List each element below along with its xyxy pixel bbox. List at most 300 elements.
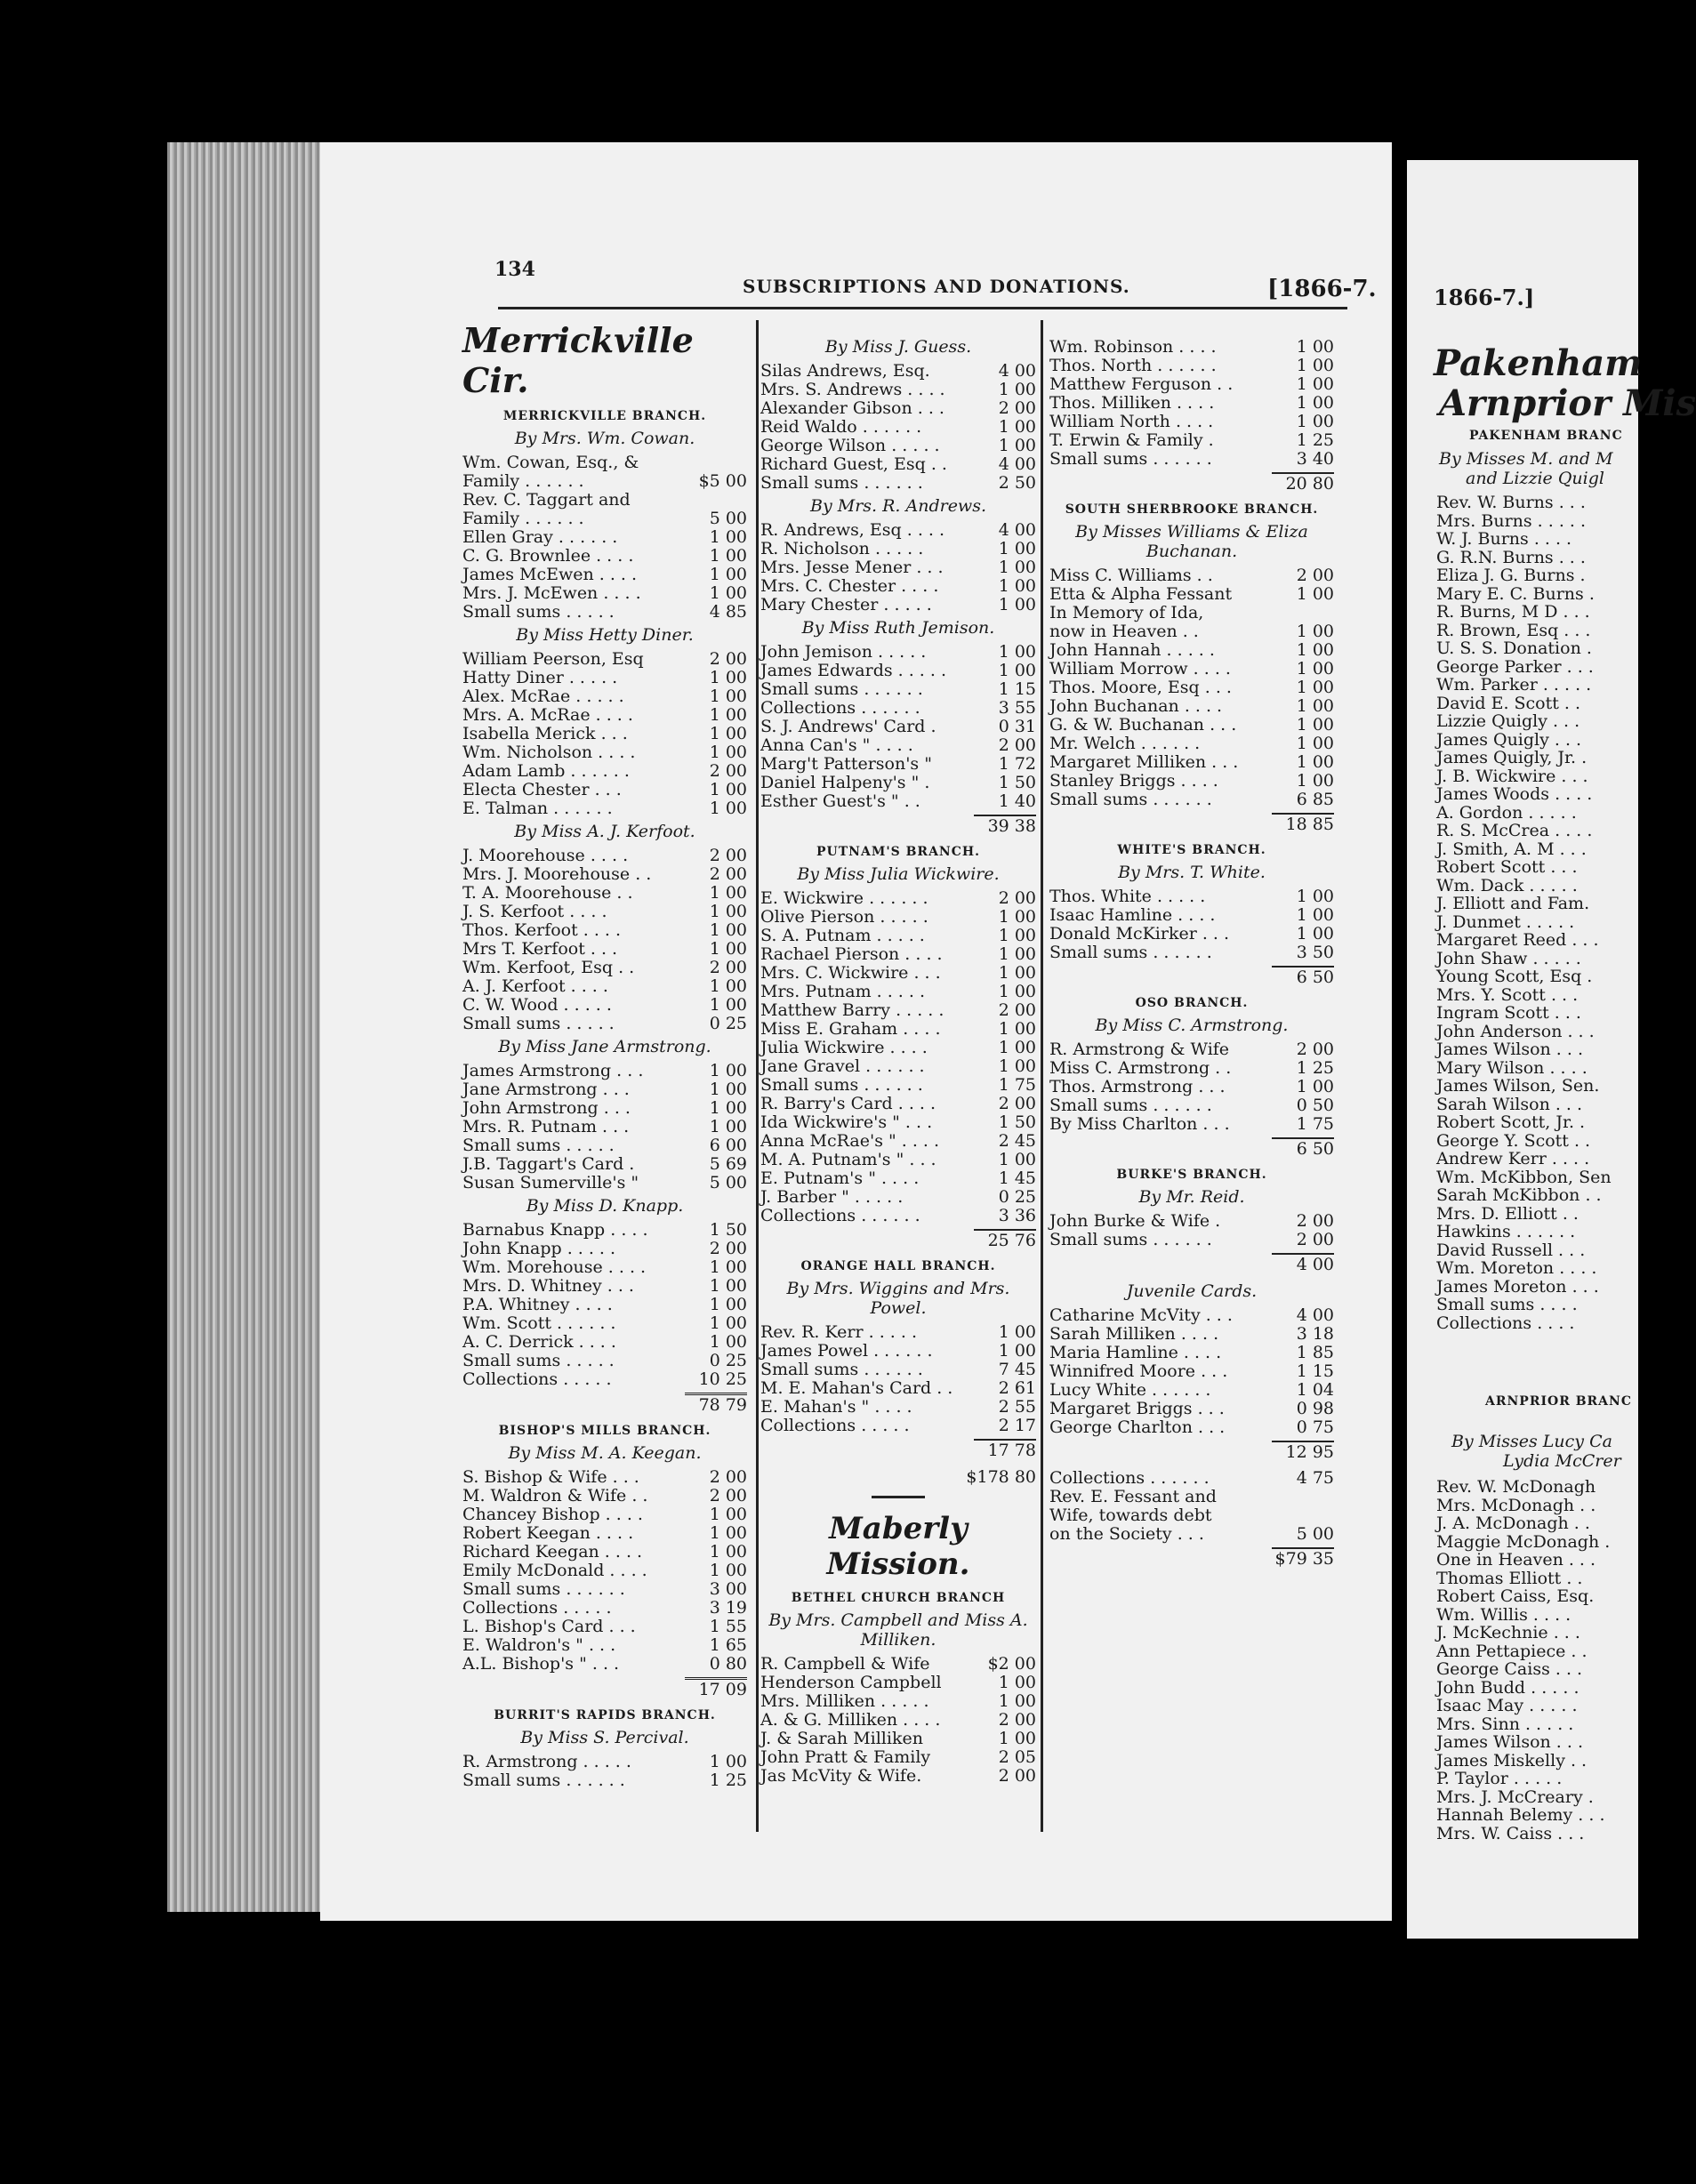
donor-name: E. Putnam's " . . . .: [760, 1168, 920, 1188]
donor-name: L. Bishop's Card . . .: [462, 1617, 636, 1636]
donation-row: [462, 669, 747, 687]
donation-amount: 0 31: [998, 717, 1036, 736]
page-number: 134: [494, 258, 535, 281]
donor-name: A.L. Bishop's " . . .: [462, 1654, 620, 1674]
donation-amount: 1 00: [998, 1038, 1036, 1057]
donation-amount: 3 50: [1296, 943, 1334, 962]
donation-row: [462, 903, 747, 921]
collector-line: By Mrs. Wiggins and Mrs. Powel.: [786, 1279, 1010, 1318]
donor-name: Adam Lamb . . . . . .: [462, 761, 630, 781]
donation-row: [1049, 735, 1334, 753]
donor-name: Family . . . . . .: [462, 471, 584, 491]
collector-line: By Miss D. Knapp.: [526, 1196, 684, 1216]
donation-row: [1049, 641, 1334, 660]
donor-name: Hannah Belemy . . .: [1436, 1805, 1605, 1825]
collector-line: By Mrs. Wm. Cowan.: [514, 429, 695, 448]
donation-amount: 4 75: [1296, 1468, 1334, 1488]
donor-name: J. B. Wickwire . . .: [1436, 766, 1588, 786]
donation-amount: 1 55: [709, 1617, 747, 1636]
donor-name: Wm. McKibbon, Sen: [1436, 1167, 1612, 1187]
donor-name: David E. Scott . .: [1436, 693, 1581, 713]
donor-name: Robert Scott, Jr. .: [1436, 1112, 1586, 1132]
donor-name: Mary Chester . . . . .: [760, 595, 932, 614]
donation-row: [1049, 791, 1334, 809]
donation-row: [1049, 1040, 1334, 1059]
donation-amount: 1 00: [998, 1673, 1036, 1692]
donation-row: [760, 577, 1036, 596]
donor-name: John Shaw . . . . .: [1436, 948, 1581, 968]
donor-name: now in Heaven . .: [1049, 622, 1199, 641]
donation-row: [760, 699, 1036, 718]
donor-name: Family . . . . . .: [462, 509, 584, 528]
donation-row: [760, 718, 1036, 736]
donation-row: [462, 528, 747, 547]
subtotal: 17 78: [987, 1441, 1036, 1460]
donation-amount: 1 00: [709, 939, 747, 959]
donation-amount: 1 00: [998, 1322, 1036, 1342]
donor-name: Mrs. Milliken . . . . .: [760, 1691, 929, 1711]
circuit-title: Merrickville Cir.: [462, 320, 694, 400]
book-edge: [167, 142, 320, 1912]
donation-row: [1049, 906, 1334, 925]
donation-row: [760, 964, 1036, 983]
subtotal: 12 95: [1285, 1442, 1334, 1462]
donation-row: [760, 792, 1036, 811]
donation-row: [462, 510, 747, 528]
column-1: [462, 320, 747, 1790]
donation-row: [760, 1076, 1036, 1095]
donor-name: Electa Chester . . .: [462, 780, 622, 799]
donation-row: [760, 362, 1036, 381]
donor-name: Rev. E. Fessant and: [1049, 1487, 1217, 1506]
donation-amount: 1 00: [1296, 734, 1334, 753]
donor-name: George Wilson . . . . .: [760, 436, 940, 455]
donation-amount: 2 00: [709, 846, 747, 865]
donation-amount: 4 85: [709, 602, 747, 622]
donor-name: A. & G. Milliken . . . .: [760, 1710, 941, 1730]
donation-row: [760, 983, 1036, 1001]
page2-title-1: Pakenham: [1434, 342, 1643, 384]
donor-name: Robert Scott . . .: [1436, 857, 1578, 877]
donation-amount: 1 15: [998, 679, 1036, 699]
donation-amount: 1 00: [709, 1061, 747, 1080]
collector-line: By Mrs. T. White.: [1118, 863, 1266, 882]
donation-row: [1049, 1231, 1334, 1249]
donation-amount: 1 50: [998, 773, 1036, 792]
subtotal-block: [1049, 1253, 1334, 1274]
donation-row: [1049, 697, 1334, 716]
donation-amount: 1 00: [709, 1295, 747, 1314]
donation-amount: 1 00: [998, 380, 1036, 399]
donation-row: [1049, 1400, 1334, 1418]
donation-row: [760, 1674, 1036, 1692]
donor-name: Alexander Gibson . . .: [760, 398, 944, 418]
donation-row: [462, 1099, 747, 1118]
donor-name: S. A. Putnam . . . . .: [760, 926, 925, 945]
donation-row: [1049, 943, 1334, 962]
donation-amount: 1 25: [709, 1770, 747, 1790]
donor-name: Small sums . . . . . .: [760, 1075, 923, 1095]
subtotal: 17 09: [698, 1680, 747, 1699]
donation-row: [462, 847, 747, 865]
donation-amount: 0 25: [998, 1187, 1036, 1207]
donation-amount: 5 00: [1296, 1524, 1334, 1544]
donation-amount: 1 00: [709, 883, 747, 903]
donor-name: James Miskelly . .: [1436, 1750, 1587, 1770]
donation-row: [1049, 566, 1334, 585]
donor-name: Mrs. Burns . . . . .: [1436, 510, 1587, 531]
donor-name: Small sums . . . . . .: [1049, 449, 1212, 469]
donation-amount: $5 00: [698, 471, 747, 491]
subtotal: 6 50: [1296, 1139, 1334, 1159]
donation-row: [760, 1020, 1036, 1039]
donor-name: T. Erwin & Family .: [1049, 430, 1214, 450]
donation-amount: 1 00: [1296, 771, 1334, 791]
donation-row: [462, 940, 747, 959]
donation-amount: 1 00: [709, 1542, 747, 1562]
donation-row: [1049, 1115, 1334, 1134]
donation-amount: 1 00: [709, 1332, 747, 1352]
donation-row: [1049, 1059, 1334, 1078]
donor-name: William North . . . .: [1049, 412, 1214, 431]
collector-line: By Miss M. A. Keegan.: [508, 1443, 702, 1463]
donor-name: J. Moorehouse . . . .: [462, 846, 629, 865]
donor-name: Thos. Armstrong . . .: [1049, 1077, 1226, 1096]
donation-row: [462, 1221, 747, 1240]
subtotal-block: [1049, 1441, 1334, 1462]
donor-name: Mrs. Jesse Mener . . .: [760, 558, 944, 577]
donor-name: Eliza J. G. Burns .: [1436, 566, 1586, 585]
branch-heading: BETHEL CHURCH BRANCH: [791, 1591, 1006, 1605]
donation-row: [1049, 1344, 1334, 1362]
donor-name: James Wilson, Sen.: [1436, 1076, 1600, 1096]
donation-amount: 1 00: [709, 546, 747, 566]
donation-amount: 3 40: [1296, 449, 1334, 469]
donor-name: Collections . . . . . .: [760, 1206, 920, 1225]
donation-row: [760, 1767, 1036, 1786]
donation-amount: 2 00: [1296, 1211, 1334, 1231]
donor-name: Barnabus Knapp . . . .: [462, 1220, 648, 1240]
donation-amount: 1 00: [998, 1341, 1036, 1361]
donor-name: Small sums . . . . . .: [462, 1579, 625, 1599]
donor-name: Mrs. Y. Scott . . .: [1436, 984, 1579, 1005]
donation-amount: 1 40: [998, 791, 1036, 811]
donation-row: [462, 687, 747, 706]
donor-name: Wm. Kerfoot, Esq . .: [462, 958, 635, 977]
donation-amount: 3 19: [709, 1598, 747, 1618]
subtotal: 20 80: [1285, 474, 1334, 494]
donation-row: [1049, 678, 1334, 697]
collector-line: By Misses Williams & Eliza Buchanan.: [1075, 522, 1308, 561]
donation-row: [1049, 1306, 1334, 1325]
donation-amount: 3 36: [998, 1206, 1036, 1225]
donation-row: [1049, 604, 1334, 622]
donation-row: [462, 1524, 747, 1543]
subtotal-block: [760, 815, 1036, 836]
donor-name: Henderson Campbell: [760, 1673, 942, 1692]
column-3: [1049, 338, 1334, 1576]
donation-amount: 10 25: [698, 1369, 747, 1389]
donation-amount: 5 00: [709, 1173, 747, 1192]
donation-row: [760, 736, 1036, 755]
donation-row: [1049, 925, 1334, 943]
donation-row: [462, 454, 747, 472]
donation-row: [462, 1240, 747, 1258]
donation-amount: 1 50: [709, 1220, 747, 1240]
donor-name: James Wilson . . .: [1436, 1732, 1584, 1752]
subtotal-block: [462, 1677, 747, 1699]
donation-amount: 1 00: [1296, 622, 1334, 641]
donation-amount: 1 00: [709, 1561, 747, 1580]
donor-name: Thos. North . . . . . .: [1049, 356, 1217, 375]
donor-name: Maggie McDonagh .: [1436, 1531, 1611, 1552]
donation-row: [760, 1342, 1036, 1361]
donor-name: P. Taylor . . . . .: [1436, 1769, 1563, 1788]
donation-row: [1049, 1212, 1334, 1231]
donor-name: James Woods . . . .: [1436, 784, 1593, 804]
donation-row: [462, 1580, 747, 1599]
donation-row: [462, 1636, 747, 1655]
donor-name: Miss C. Williams . .: [1049, 566, 1213, 585]
donation-amount: 1 00: [709, 1313, 747, 1333]
donation-row: [1049, 1488, 1334, 1506]
donation-amount: 1 25: [1296, 1058, 1334, 1078]
donation-row: [462, 1618, 747, 1636]
donation-amount: 4 00: [998, 454, 1036, 474]
donation-amount: 1 00: [709, 902, 747, 921]
donation-amount: 1 00: [1296, 696, 1334, 716]
donor-name: Small sums . . . . . .: [1049, 1230, 1212, 1249]
donation-row: [1049, 357, 1334, 375]
donor-name: S. J. Andrews' Card .: [760, 717, 936, 736]
donation-row: [760, 1151, 1036, 1169]
donation-amount: 1 00: [709, 527, 747, 547]
donor-name: James McEwen . . . .: [462, 565, 638, 584]
subtotal-block: [1049, 1137, 1334, 1159]
donor-name: Mrs. C. Chester . . . .: [760, 576, 939, 596]
donor-name: Matthew Barry . . . . .: [760, 1000, 944, 1020]
donor-name: Small sums . . . . .: [462, 1351, 615, 1370]
donation-row: [760, 680, 1036, 699]
donation-row: [462, 1352, 747, 1370]
donation-row: [760, 1057, 1036, 1076]
donation-row: [462, 921, 747, 940]
donation-amount: 1 00: [1296, 374, 1334, 394]
donation-amount: 2 00: [1296, 566, 1334, 585]
donor-name: Ingram Scott . . .: [1436, 1003, 1581, 1023]
donation-row: [760, 1361, 1036, 1379]
donation-row: [462, 584, 747, 603]
donation-row: [462, 1015, 747, 1033]
donor-name: A. Gordon . . . . .: [1436, 802, 1577, 823]
donation-row: [760, 1692, 1036, 1711]
donation-row: [760, 1379, 1036, 1398]
donation-row: [462, 1296, 747, 1314]
donation-amount: 1 00: [1296, 924, 1334, 943]
donation-row: [760, 540, 1036, 558]
donor-name: R. Campbell & Wife: [760, 1654, 930, 1674]
donation-row: [760, 889, 1036, 908]
donation-row: [760, 381, 1036, 399]
donation-amount: 0 25: [709, 1351, 747, 1370]
donation-amount: [1272, 604, 1334, 622]
page2-list-1: [1436, 494, 1641, 1332]
donation-row: [1049, 431, 1334, 450]
donor-name: Small sums . . . . . .: [760, 679, 923, 699]
donor-name: Esther Guest's " . .: [760, 791, 920, 811]
donation-amount: 2 50: [998, 473, 1036, 493]
subtotal: 78 79: [698, 1395, 747, 1415]
donation-row: [462, 472, 747, 491]
donor-name: George Y. Scott . .: [1436, 1130, 1591, 1151]
donor-name: Mrs. W. Caiss . . .: [1436, 1823, 1585, 1843]
donor-name: Rev. C. Taggart and: [462, 490, 631, 510]
donation-amount: 0 75: [1296, 1417, 1334, 1437]
donation-row: [760, 1711, 1036, 1730]
subtotal-block: [462, 1393, 747, 1415]
donor-name: Thos. White . . . . .: [1049, 887, 1206, 906]
donor-name: James Quigly, Jr. .: [1436, 748, 1587, 767]
donor-name: William Peerson, Esq: [462, 649, 644, 669]
donation-row: [760, 437, 1036, 455]
donation-row: [760, 1655, 1036, 1674]
page2-by-2b: Lydia McCrer: [1503, 1451, 1621, 1471]
subtotal: 39 38: [987, 816, 1036, 836]
donation-amount: 1 75: [998, 1075, 1036, 1095]
donation-row: [462, 1314, 747, 1333]
donor-name: William Morrow . . . .: [1049, 659, 1231, 678]
donation-amount: 1 00: [998, 539, 1036, 558]
donation-amount: 2 00: [1296, 1230, 1334, 1249]
donor-name: James Wilson . . .: [1436, 1040, 1584, 1059]
donor-name: Small sums . . . . .: [462, 1136, 615, 1155]
mission-title: Maberly Mission.: [826, 1511, 970, 1582]
subtotal-block: [1049, 1547, 1334, 1569]
donation-row: [462, 547, 747, 566]
donation-row: [760, 945, 1036, 964]
donation-row: [462, 1333, 747, 1352]
donor-name: Small sums . . . . . .: [1049, 790, 1212, 809]
donation-amount: 2 00: [1296, 1040, 1334, 1059]
subtotal-block: [760, 1229, 1036, 1250]
donor-name: Wife, towards debt: [1049, 1506, 1212, 1525]
donor-name: Donald McKirker . . .: [1049, 924, 1230, 943]
donor-name: Julia Wickwire . . . .: [760, 1038, 928, 1057]
donation-amount: 1 85: [1296, 1343, 1334, 1362]
donor-name: Winnifred Moore . . .: [1049, 1361, 1228, 1381]
donor-name: Collections . . . . . .: [760, 698, 920, 718]
donation-amount: 1 00: [998, 1691, 1036, 1711]
donor-name: Mrs. J. McCreary .: [1436, 1787, 1594, 1807]
donation-amount: 2 00: [998, 735, 1036, 755]
donation-row: [760, 1169, 1036, 1188]
donor-name: Isabella Merick . . .: [462, 724, 628, 743]
donation-row: [760, 1398, 1036, 1417]
donation-amount: 1 00: [998, 1150, 1036, 1169]
donation-amount: 1 00: [1296, 356, 1334, 375]
page2-by-2: By Misses Lucy Ca: [1451, 1432, 1612, 1451]
donor-name: Miss C. Armstrong . .: [1049, 1058, 1232, 1078]
donation-amount: 0 98: [1296, 1399, 1334, 1418]
page2-list-2: [1436, 1478, 1641, 1843]
donation-row: [1049, 375, 1334, 394]
donation-row: [760, 418, 1036, 437]
donation-row: [462, 1118, 747, 1136]
donation-amount: 3 00: [709, 1579, 747, 1599]
donor-name: J. Barber " . . . . .: [760, 1187, 904, 1207]
donation-row: [462, 566, 747, 584]
donation-amount: 1 00: [709, 724, 747, 743]
donor-name: John Armstrong . . .: [462, 1098, 631, 1118]
donor-name: Mrs. R. Putnam . . .: [462, 1117, 630, 1136]
donation-row: [1049, 753, 1334, 772]
donation-amount: 1 00: [709, 743, 747, 762]
donor-name: G. & W. Buchanan . . .: [1049, 715, 1237, 735]
donor-name: U. S. S. Donation .: [1436, 638, 1592, 658]
donor-name: John Hannah . . . . .: [1049, 640, 1215, 660]
donation-row: [1049, 772, 1334, 791]
donation-amount: 0 80: [709, 1654, 747, 1674]
donation-amount: 4 00: [1296, 1305, 1334, 1325]
donation-amount: 1 00: [998, 944, 1036, 964]
donation-row: [760, 558, 1036, 577]
donation-amount: 2 00: [709, 1467, 747, 1487]
donation-row: [760, 755, 1036, 774]
donor-name: Mary E. C. Burns .: [1436, 583, 1595, 604]
donation-row: [462, 996, 747, 1015]
donation-row: [1049, 1506, 1334, 1525]
donor-name: Hatty Diner . . . . .: [462, 668, 618, 687]
donation-row: [462, 1487, 747, 1506]
donation-amount: 6 00: [709, 1136, 747, 1155]
donation-amount: 1 50: [998, 1112, 1036, 1132]
branch-heading: OSO BRANCH.: [1135, 996, 1249, 1010]
donation-amount: 1 00: [1296, 715, 1334, 735]
donor-name: Mr. Welch . . . . . .: [1049, 734, 1201, 753]
donor-name: E. Talman . . . . . .: [462, 799, 613, 818]
donation-row: [1049, 394, 1334, 413]
donor-name: Mrs. Sinn . . . . .: [1436, 1714, 1574, 1734]
donor-name: Maria Hamline . . . .: [1049, 1343, 1222, 1362]
donation-amount: 1 04: [1296, 1380, 1334, 1400]
donor-name: George Charlton . . .: [1049, 1417, 1226, 1437]
donation-row: [462, 1753, 747, 1771]
subtotal-block: [760, 1439, 1036, 1460]
donation-row: [760, 1417, 1036, 1435]
donor-name: R. S. McCrea . . . .: [1436, 821, 1593, 840]
collector-line: By Miss Julia Wickwire.: [797, 864, 1000, 884]
donation-amount: 1 00: [998, 576, 1036, 596]
donor-name: Wm. Morehouse . . . .: [462, 1257, 647, 1277]
donation-row: [760, 455, 1036, 474]
donation-amount: 2 00: [709, 1239, 747, 1258]
donor-name: Ida Wickwire's " . . .: [760, 1112, 933, 1132]
donor-name: Thos. Moore, Esq . . .: [1049, 678, 1232, 697]
donor-name: Lucy White . . . . . .: [1049, 1380, 1211, 1400]
donor-name: M. Waldron & Wife . .: [462, 1486, 648, 1506]
donation-row: [1049, 716, 1334, 735]
collector-line: By Mr. Reid.: [1138, 1187, 1245, 1207]
donation-amount: 2 00: [709, 1486, 747, 1506]
donor-name: James Quigly . . .: [1436, 729, 1582, 750]
donor-name: Collections . . . . .: [462, 1598, 612, 1618]
donor-name: Thomas Elliott . .: [1436, 1568, 1583, 1588]
donor-name: Anna McRae's " . . . .: [760, 1131, 940, 1151]
donor-name: Margaret Milliken . . .: [1049, 752, 1239, 772]
donation-row: [462, 706, 747, 725]
donation-row: [462, 977, 747, 996]
donation-amount: 1 00: [709, 1276, 747, 1296]
